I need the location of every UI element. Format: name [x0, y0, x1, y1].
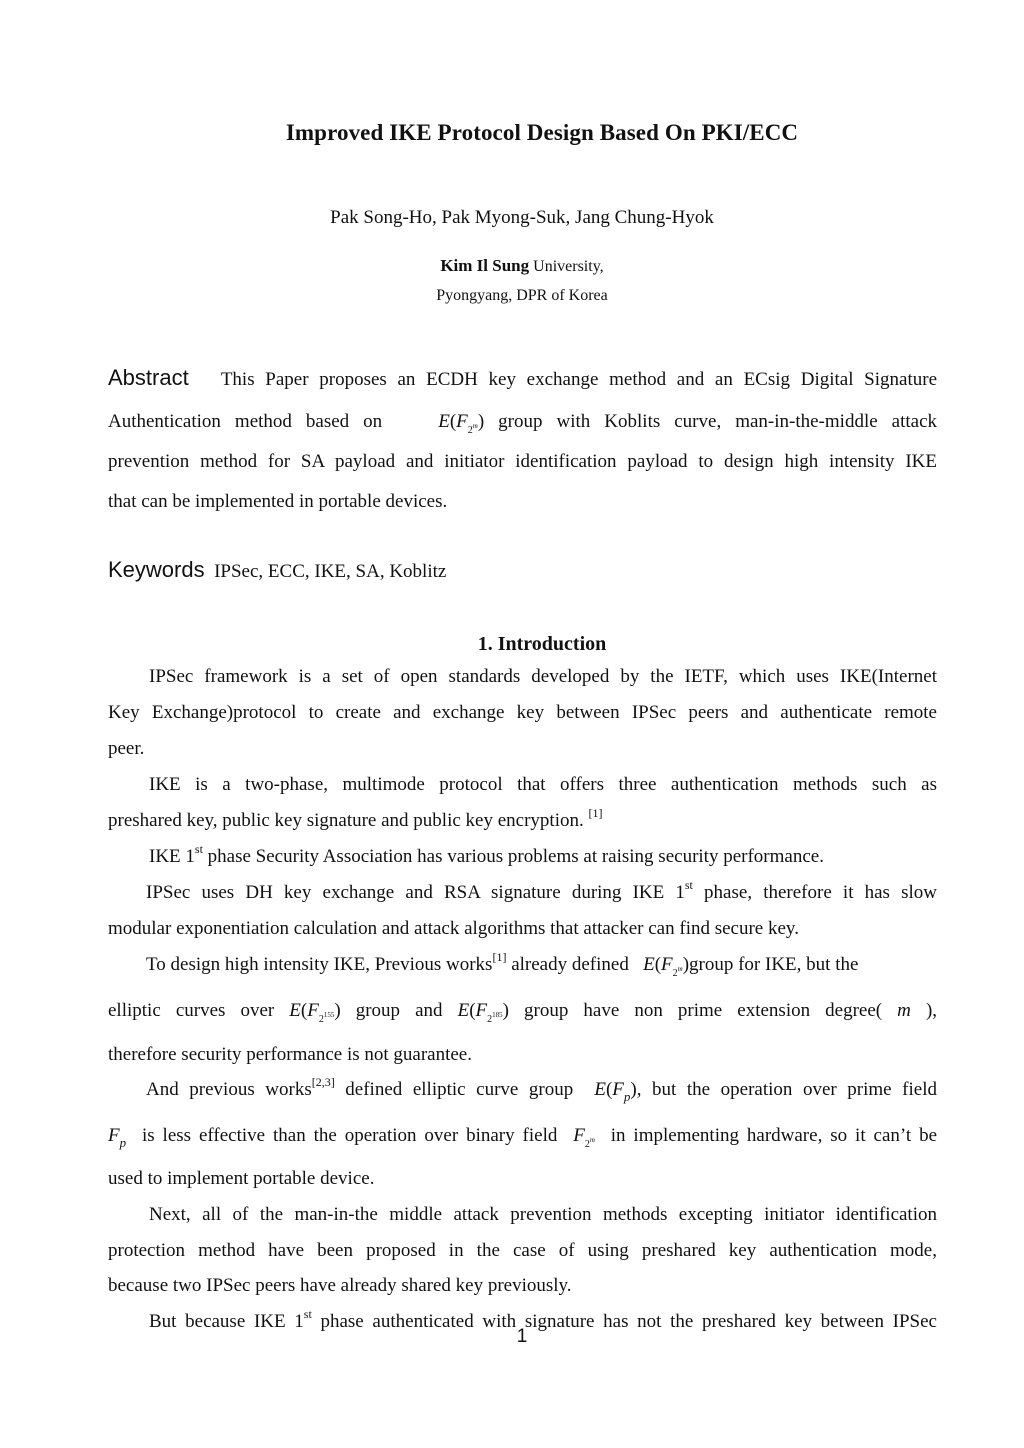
intro-line: IPSec framework is a set of open standards developed by the IETF, which uses IKE(Internet [149, 666, 937, 687]
intro-line: But because IKE 1st phase authenticated with signature has not the preshared key between IPSec [149, 1307, 937, 1332]
math-E-F2-185: $E(F_{2^{185}})$ [457, 1000, 509, 1025]
abstract-line-1 [108, 364, 937, 404]
math-E-Fp: $E(F_p)$ [594, 1079, 637, 1104]
abstract [108, 364, 937, 528]
intro-line: protection method have been proposed in the case of using preshared key authentication mode, [108, 1240, 937, 1261]
citation-ref: [1] [492, 950, 507, 964]
citation-ref: [2,3] [311, 1075, 335, 1089]
affiliation-name: Kim Il Sung [440, 256, 530, 275]
math-F2m: $F_{2^m}$ [573, 1125, 595, 1150]
math-E-F2m: $E(F_{2^m})$ [438, 411, 485, 436]
abstract-text-1: This Paper proposes an ECDH key exchange method and an ECsig Digital Signature [220, 369, 938, 390]
affiliation-location: Pyongyang, DPR of Korea [436, 287, 608, 304]
intro-line: therefore security performance is not guarantee. [108, 1044, 472, 1065]
keywords [108, 557, 446, 583]
intro-line: IKE 1st phase Security Association has various problems at raising security performance. [149, 842, 824, 867]
intro-line: Next, all of the man-in-the middle attack prevention methods excepting initiator identification [149, 1204, 937, 1225]
abstract-text-3: prevention method for SA payload and initiator identification payload to design high intensity IKE [108, 451, 937, 472]
intro-line: elliptic curves over $E(F_{2^{155}})$ group and $E(F_{2^{185}})$ group have non prime extension degree( m ), [108, 1000, 938, 1025]
intro-line: Key Exchange)protocol to create and exchange key between IPSec peers and authenticate remote [108, 702, 937, 723]
page-number: 1 [516, 1326, 528, 1347]
keywords-label: Keywords [108, 557, 205, 582]
abstract-label: Abstract [108, 365, 189, 390]
paper-title: Improved IKE Protocol Design Based On PKI/ECC [285, 120, 799, 145]
intro-line: IPSec uses DH key exchange and RSA signature during IKE 1st phase, therefore it has slow [146, 878, 937, 903]
citation-ref: [1] [588, 806, 603, 820]
intro-line: modular exponentiation calculation and attack algorithms that attacker can find secure key. [108, 918, 799, 939]
intro-line: preshared key, public key signature and public key encryption. [1] [108, 806, 603, 831]
math-E-F2-155: $E(F_{2^{155}})$ [289, 1000, 341, 1025]
abstract-text-4: that can be implemented in portable devices. [108, 491, 448, 512]
math-E-F2m: $E(F_{2^m})$ [643, 954, 690, 979]
math-Fp: $F_p$ [108, 1125, 127, 1150]
affiliation-suffix: University, [529, 258, 604, 275]
abstract-text-2a: Authentication method based on [108, 411, 383, 432]
intro-line: To design high intensity IKE, Previous works[1] already defined $E(F_{2^m})group$ for IKE, but the [146, 950, 859, 979]
intro-line: peer. [108, 738, 145, 759]
intro-line: used to implement portable device. [108, 1168, 375, 1189]
abstract-line-2 [108, 404, 937, 448]
abstract-line-3 [108, 448, 937, 488]
math-m: m [897, 1000, 911, 1021]
paper-authors: Pak Song-Ho, Pak Myong-Suk, Jang Chung-Hyok [330, 207, 714, 228]
abstract-line-4 [108, 488, 937, 528]
intro-line: And previous works[2,3] defined elliptic curve group $E(F_p)$, but the operation over prime field [146, 1075, 937, 1104]
affiliation [0, 256, 1024, 276]
section-heading-introduction: 1. Introduction [477, 633, 607, 655]
keywords-text: IPSec, ECC, IKE, SA, Koblitz [214, 561, 447, 582]
intro-line: $F_p$ is less effective than the operation over binary field $F_{2^m}$ in implementing hardware, so it can’t be [108, 1125, 938, 1150]
abstract-text-2b: group with Koblits curve, man-in-the-middle attack [498, 411, 938, 432]
intro-line: IKE is a two-phase, multimode protocol that offers three authentication methods such as [149, 774, 937, 795]
intro-line: because two IPSec peers have already shared key previously. [108, 1275, 572, 1296]
